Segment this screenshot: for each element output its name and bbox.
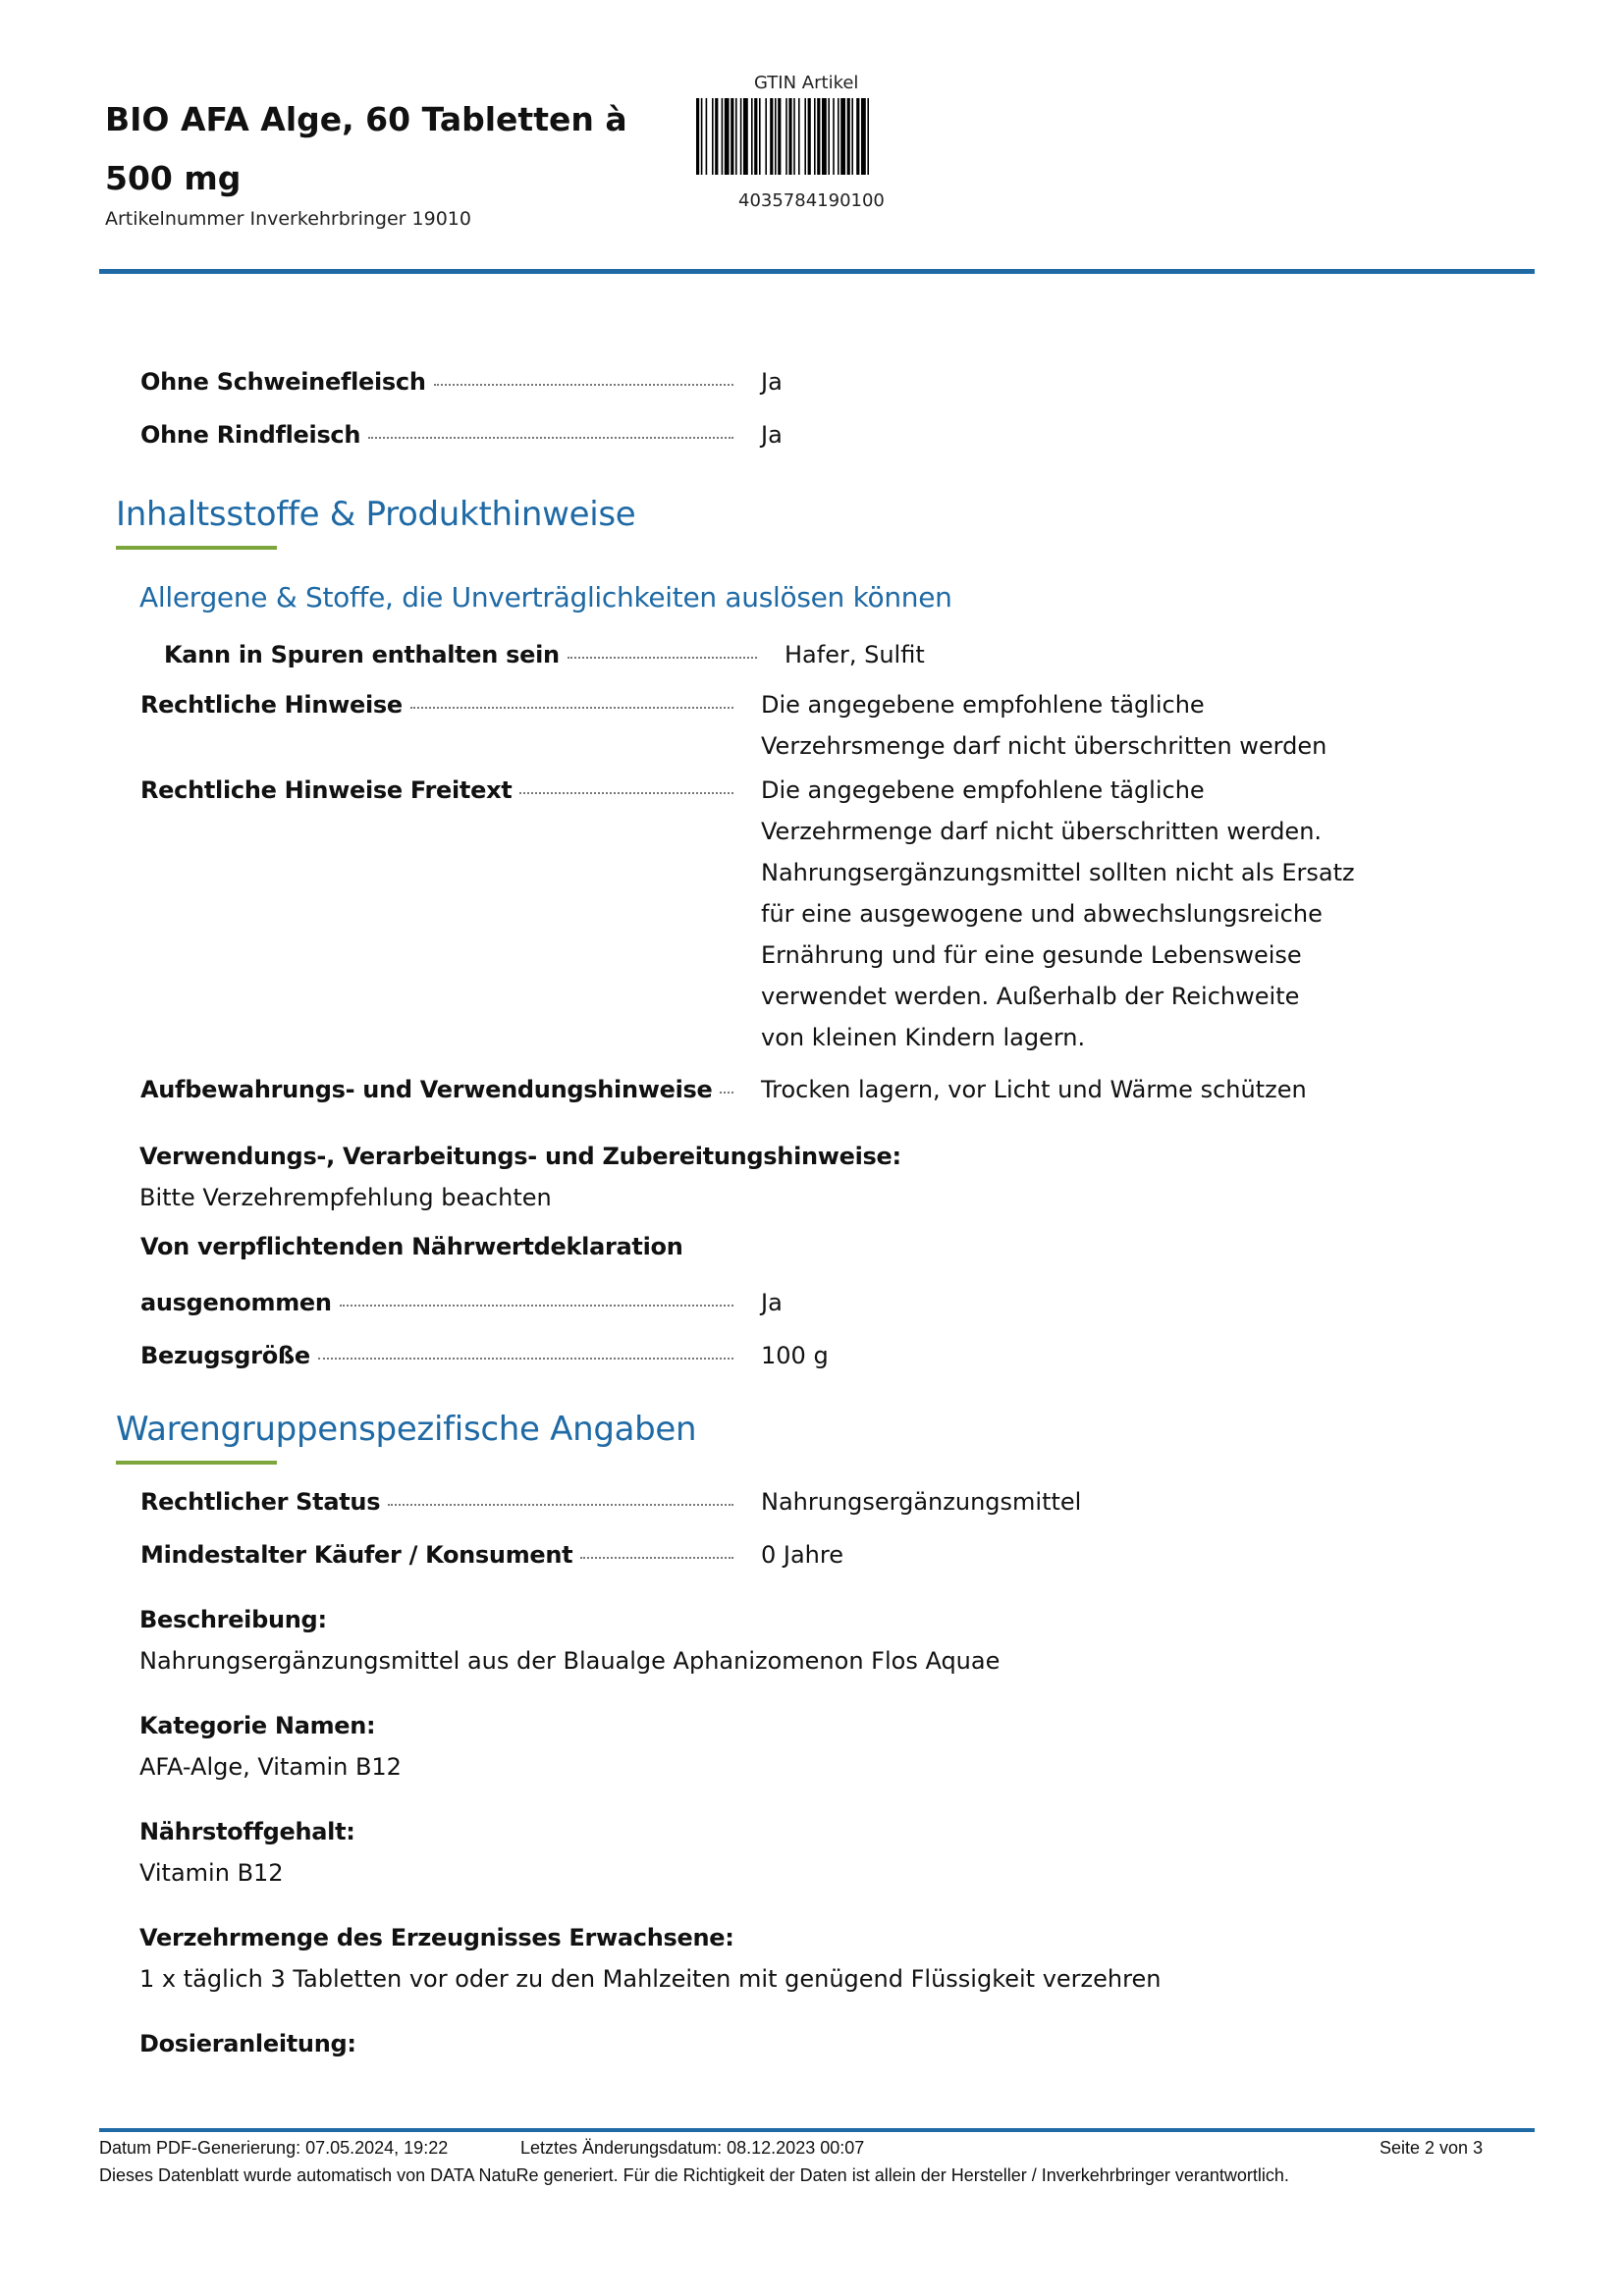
- header-divider: [99, 269, 1535, 274]
- dot-leader: [340, 1281, 733, 1307]
- footer-generated: Datum PDF-Generierung: 07.05.2024, 19:22: [99, 2138, 449, 2158]
- usage-label: Verwendungs-, Verarbeitungs- und Zubereitungshinweise:: [139, 1143, 901, 1170]
- nutrients-label: Nährstoffgehalt:: [139, 1818, 355, 1845]
- category-label: Kategorie Namen:: [139, 1712, 376, 1739]
- product-title: BIO AFA Alge, 60 Tabletten à 500 mg: [105, 100, 627, 197]
- subheading-allergene: Allergene & Stoffe, die Unverträglichkeiten auslösen können: [139, 581, 952, 614]
- section-heading-underline: [116, 546, 277, 550]
- dot-leader: [410, 683, 733, 709]
- row-value: Die angegebene empfohlene tägliche Verzehrsmenge darf nicht überschritten werden: [761, 691, 1327, 760]
- dot-leader: [580, 1533, 733, 1559]
- dot-leader: [434, 360, 733, 386]
- barcode-image: [696, 98, 924, 175]
- dot-leader: [368, 413, 733, 439]
- row-label: Ohne Schweinefleisch: [140, 368, 426, 396]
- text-line: für eine ausgewogene und abwechslungsreiche: [761, 900, 1323, 928]
- dot-leader: [568, 633, 757, 659]
- article-number: Artikelnummer Inverkehrbringer 19010: [105, 208, 471, 230]
- row-label: Rechtliche Hinweise Freitext: [140, 776, 513, 804]
- row-label: Bezugsgröße: [140, 1342, 310, 1369]
- dot-leader: [519, 769, 733, 794]
- row-label: Rechtlicher Status: [140, 1488, 381, 1516]
- dot-leader: [720, 1068, 733, 1094]
- adult-amount-label: Verzehrmenge des Erzeugnisses Erwachsene:: [139, 1924, 734, 1951]
- exempt-label-line1: Von verpflichtenden Nährwertdeklaration: [140, 1233, 683, 1260]
- row-label: Rechtliche Hinweise: [140, 691, 403, 719]
- row-label: Mindestalter Käufer / Konsument: [140, 1541, 573, 1569]
- footer-divider: [99, 2128, 1535, 2132]
- text-line: Die angegebene empfohlene tägliche: [761, 776, 1205, 804]
- row-value: Trocken lagern, vor Licht und Wärme schützen: [761, 1076, 1307, 1103]
- row-value-multiline: [761, 770, 1370, 1058]
- footer-modified: Letztes Änderungsdatum: 08.12.2023 00:07: [520, 2138, 865, 2158]
- row-value: 0 Jahre: [761, 1541, 843, 1569]
- description-label: Beschreibung:: [139, 1606, 327, 1633]
- dot-leader: [388, 1480, 733, 1506]
- row-label: Kann in Spuren enthalten sein: [164, 641, 560, 668]
- category-value: AFA-Alge, Vitamin B12: [139, 1753, 402, 1781]
- row-label: Ohne Rindfleisch: [140, 421, 361, 449]
- usage-value: Bitte Verzehrempfehlung beachten: [139, 1184, 552, 1211]
- row-value: 100 g: [761, 1342, 829, 1369]
- row-value: Hafer, Sulfit: [785, 641, 925, 668]
- row-value: Ja: [761, 421, 783, 449]
- gtin-label: GTIN Artikel: [754, 73, 859, 93]
- row-label: Aufbewahrungs- und Verwendungshinweise: [140, 1076, 713, 1103]
- description-value: Nahrungsergänzungsmittel aus der Blaualge Aphanizomenon Flos Aquae: [139, 1647, 1001, 1675]
- section-heading-underline: [116, 1461, 277, 1465]
- footer-disclaimer: Dieses Datenblatt wurde automatisch von DATA NatuRe generiert. Für die Richtigkeit der Daten ist allein der Hersteller / Inverkehrbringer verantwortlich.: [99, 2165, 1289, 2185]
- adult-amount-value: 1 x täglich 3 Tabletten vor oder zu den Mahlzeiten mit genügend Flüssigkeit verzehren: [139, 1965, 1162, 1993]
- text-line: verwendet werden. Außerhalb der Reichweite: [761, 983, 1300, 1010]
- text-line: Nahrungsergänzungsmittel sollten nicht als Ersatz: [761, 859, 1355, 886]
- text-line: Verzehrmenge darf nicht überschritten werden.: [761, 818, 1323, 845]
- nutrients-value: Vitamin B12: [139, 1859, 284, 1887]
- text-line: Ernährung und für eine gesunde Lebensweise: [761, 941, 1302, 969]
- dosage-label: Dosieranleitung:: [139, 2030, 356, 2057]
- section-heading-inhaltsstoffe: Inhaltsstoffe & Produkthinweise: [116, 495, 636, 534]
- row-value: Ja: [761, 368, 783, 396]
- gtin-number: 4035784190100: [738, 190, 885, 211]
- dot-leader: [318, 1334, 733, 1360]
- footer-page-number: Seite 2 von 3: [1380, 2138, 1484, 2158]
- row-label: ausgenommen: [140, 1289, 332, 1316]
- text-line: von kleinen Kindern lagern.: [761, 1024, 1086, 1051]
- row-value: Ja: [761, 1289, 783, 1316]
- row-value: Nahrungsergänzungsmittel: [761, 1488, 1082, 1516]
- section-heading-warengruppe: Warengruppenspezifische Angaben: [116, 1410, 697, 1449]
